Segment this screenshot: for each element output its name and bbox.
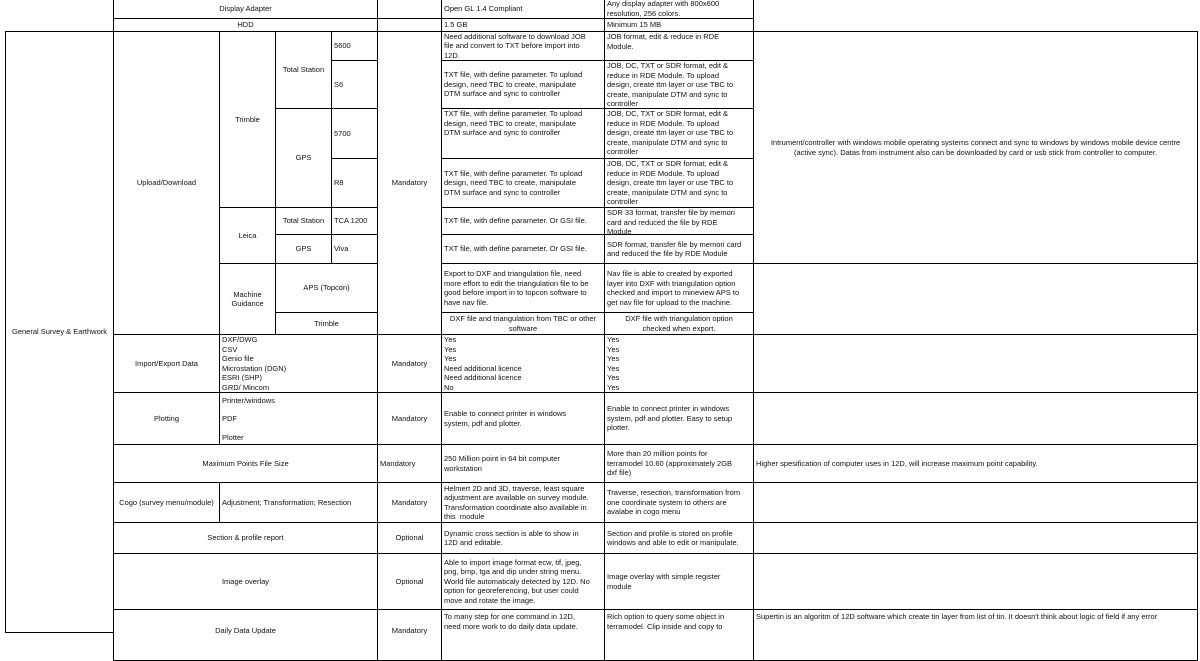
cogo-other [604,482,754,523]
import-export-label-text: Import/Export Data [135,358,198,368]
cogo-other-line: avalabe in cogo menu [607,507,681,517]
upload-note-line: Intrument/controller with windows mobile operating systems connect and sync to windows by windows mobile device centre [770,138,1181,147]
export-dxf-aps-line: good before import in to topcon software to [444,288,587,297]
txt-5700 [441,108,605,159]
display-adapter-other [604,0,754,19]
section-profile-12d-line: Dynamic cross section is able to show in [444,528,579,538]
image-overlay-12d-line: move and rotate the image. [444,595,536,605]
import-export-12d-line: Yes [444,354,457,363]
rde-5700-line: create, manipulate DTM and sync to [607,137,728,147]
import-export-12d-line: No [444,382,454,392]
display-adapter-blank [377,0,442,19]
model-s6 [331,60,378,109]
rde-s6-line: design, create ttm layer or use TBC to [607,80,734,89]
plotting-item: PDF [222,414,237,424]
nav-file-aps-line: layer into DXF with triangulation option [607,278,736,288]
import-export-formats [219,334,378,393]
leica-viva-text: Viva [334,244,349,254]
leica-label-text: Leica [238,230,257,240]
last-label-text: Daily Data Update [215,626,276,635]
hdd-label [113,18,378,32]
trimble-label [219,31,276,208]
rde-s6 [604,60,754,109]
plotting-other-line: system, pdf and plotter. Easy to setup [607,413,733,423]
rde-s6-line: reduce in RDE Module. To upload [607,70,720,80]
dxf-mg-trimble [441,312,605,335]
txt-tca-text: TXT file, with define parameter. Or GSI file. [444,216,587,226]
max-points-other-line: terramodel 10.60 (approximately 2GB [607,458,733,468]
hdd-other-text: Minimum 15 MB [607,20,662,30]
model-r8-text: R8 [334,178,344,188]
rde-s6-line: controller [607,99,638,108]
max-points-other [604,444,754,483]
leica-tca-text: TCA 1200 [334,216,368,226]
import-export-status-text: Mandatory [391,358,428,368]
cogo-status [377,482,442,523]
txt-5700-line: design, need TBC to create, manipulate [444,118,577,128]
export-dxf-aps-line: Export to DXF and triangulation file, need [444,269,582,278]
sdr-viva [604,234,754,264]
import-export-12d-line: Yes [444,335,457,344]
trimble-gps-text: GPS [295,153,312,163]
display-adapter-12d-text: Open GL 1.4 Compliant [444,3,523,13]
mg-trimble-label [275,312,378,335]
rde-5600 [604,31,754,61]
display-adapter-other-line: Any display adapter with 800x600 [607,0,720,8]
cogo-status-text: Mandatory [391,497,428,507]
last-status-text: Mandatory [391,626,428,635]
upload-status [377,31,442,335]
image-overlay-status-text: Optional [395,576,424,586]
import-export-other-line: Yes [607,373,620,382]
txt-r8-line: TXT file, with define parameter. To upload [444,168,583,178]
image-overlay-12d-line: Able to import image format ecw, tif, jpeg, [444,557,582,567]
cogo-label [113,482,220,523]
leica-total-station [275,207,332,235]
hdd-12d-text: 1.5 GB [444,20,468,30]
import-export-other-line: Yes [607,335,620,344]
rde-r8-line: JOB, DC, TXT or SDR format, edit & [607,159,729,168]
txt-r8-line: DTM surface and sync to controller [444,187,561,197]
plotting-other-line: Enable to connect printer in windows [607,404,730,414]
txt-5600 [441,31,605,61]
leica-viva [331,234,378,264]
leica-gps [275,234,332,264]
rde-r8-line: create, manipulate DTM and sync to [607,187,728,197]
txt-viva [441,234,605,264]
section-profile-note [753,522,1198,554]
plotting-other-line: plotter. [607,423,630,433]
last-note-text: Supertin is an algoritm of 12D software which create tin layer from list of tin. It doesn't think about logic of field if any error [756,612,1158,621]
cogo-sub-text: Adjustment; Transformation; Resection [222,497,352,507]
plotting-item: Printer/windows [222,396,275,405]
section-label [5,31,114,633]
display-adapter-label [113,0,378,19]
trimble-total-station-text: Total Station [282,65,325,75]
plotting-other [604,392,754,445]
dxf-mg-other-line: checked when export. [642,323,716,333]
import-export-formats-line: CSV [222,344,238,354]
txt-5700-line: DTM surface and sync to controller [444,128,561,137]
txt-5700-line: TXT file, with define parameter. To upload [444,109,583,118]
sdr-viva-line: and reduced the file by RDE Module [607,249,728,258]
dxf-mg-other [604,312,754,335]
export-dxf-aps-line: more effort to edit the triangulation file to be [444,278,589,288]
model-s6-text: S6 [334,79,344,89]
max-points-note-text: Higher spesification of computer uses in 12D, will increase maximum point capability. [756,458,1038,468]
txt-5600-line: 12D. [444,50,460,60]
section-profile-12d-line: 12D and editable. [444,538,503,547]
import-export-formats-line: DXF/DWG [222,335,258,344]
rde-r8-line: controller [607,197,638,206]
image-overlay-label-text: Image overlay [221,576,270,586]
upload-status-text: Mandatory [391,178,428,188]
export-dxf-aps-line: have nav file. [444,297,489,307]
sdr-tca-line: Module [607,227,632,234]
model-5700-text: 5700 [334,128,351,138]
model-5600-text: 5600 [334,41,351,51]
txt-5600-line: Need additional software to download JOB [444,32,586,41]
txt-s6-line: TXT file, with define parameter. To upload [444,70,583,80]
last-12d-line: To many step for one command in 12D, [444,612,575,621]
aps-topcon-label-text: APS (Topcon) [303,283,350,293]
export-dxf-aps [441,263,605,313]
image-overlay-note [753,553,1198,610]
cogo-other-line: one coordinate system to others are [607,497,727,507]
sdr-tca-line: card and reduced the file by RDE [607,217,718,227]
last-status [377,609,442,661]
machine-guidance-label-line: Machine [233,289,262,299]
last-other-line: Rich option to query some object in [607,612,725,621]
txt-r8-line: design, need TBC to create, manipulate [444,178,577,188]
txt-viva-text: TXT file, with define parameter. Or GSI file. [444,244,587,254]
dxf-mg-trimble-line: DXF file and triangulation from TBC or other [449,314,597,323]
max-points-other-line: dxf file) [607,468,632,478]
import-export-formats-line: Genio file [222,354,254,363]
txt-s6-line: design, need TBC to create, manipulate [444,79,577,89]
hdd-label-text: HDD [237,20,254,30]
trimble-gps [275,108,332,208]
last-note [753,609,1198,661]
import-export-formats-line: GRD/ Mincom [222,382,270,392]
plotting-items [219,392,378,445]
hdd-blank [377,18,442,32]
last-12d-line: need more work to do daily data update. [444,621,578,631]
cogo-other-line: Traverse, resection, transformation from [607,488,741,498]
plotting-note [753,392,1198,445]
section-label-text: General Survey & Earthwork [11,327,108,337]
import-export-label [113,334,220,393]
image-overlay-12d-line: png, bmp, tga and dip under string menu. [444,567,582,577]
image-overlay-other-line: module [607,581,632,591]
import-export-formats-line: Microstation (DGN) [222,363,287,373]
cogo-12d [441,482,605,523]
section-profile-other-line: Section and profile is stored on profile [607,528,733,538]
upload-download-label-text: Upload/Download [136,178,197,188]
hdd-other [604,18,754,32]
model-r8 [331,158,378,208]
last-other-line: terramodel. Clip inside and copy to [607,621,723,631]
txt-tca [441,207,605,235]
upload-download-label [113,31,220,335]
txt-s6-line: DTM surface and sync to controller [444,89,561,99]
image-overlay-other-line: Image overlay with simple register [607,572,721,581]
import-export-other-line: Yes [607,363,620,373]
nav-file-aps-line: get nav file for upload to the machine. [607,297,733,307]
rde-r8 [604,158,754,208]
last-other [604,609,754,661]
sdr-viva-line: SDR format, transfer file by memori card [607,239,742,249]
cogo-12d-line: Transformation coordinate also available in [444,502,587,512]
section-profile-label [113,522,378,554]
plotting-status [377,392,442,445]
txt-5600-line: file and convert to TXT before import into [444,41,580,51]
section-profile-status [377,522,442,554]
leica-label [219,207,276,264]
sdr-tca [604,207,754,235]
hdd-12d [441,18,605,32]
max-points-note [753,444,1198,483]
plotting-status-text: Mandatory [391,413,428,423]
import-export-note [753,334,1198,393]
import-export-status [377,334,442,393]
max-points-status [377,444,442,483]
rde-r8-line: reduce in RDE Module. To upload [607,168,720,178]
nav-file-aps [604,263,754,313]
import-export-formats-line: ESRI (SHP) [222,373,263,382]
plotting-label [113,392,220,445]
upload-note-line: (active sync). Datas from instrument also can be downloaded by card or usb stick from controller to computer. [793,147,1158,157]
upload-note-lower [753,263,1198,335]
rde-5600-line: JOB format, edit & reduce in RDE [607,32,720,41]
max-points-12d [441,444,605,483]
leica-gps-text: GPS [295,244,312,254]
mg-trimble-label-text: Trimble [314,318,339,328]
model-5600 [331,31,378,61]
plotting-label-text: Plotting [153,413,180,423]
import-export-12d-line: Need additional licence [444,363,522,373]
model-5700 [331,108,378,159]
display-adapter-12d [441,0,605,19]
plotting-item: Plotter [222,432,244,442]
section-profile-label-text: Section & profile report [207,533,284,543]
import-export-12d [441,334,605,393]
cogo-12d-line: Helmert 2D and 3D, traverse, least square [444,483,585,493]
section-profile-other-line: windows and able to edit or manipulate. [607,538,739,547]
image-overlay-12d-line: World file automaticaly detected by 12D. No [444,576,590,586]
image-overlay-12d [441,553,605,610]
import-export-other-line: Yes [607,354,620,363]
leica-total-station-text: Total Station [282,216,325,226]
trimble-total-station [275,31,332,109]
rde-5600-line: Module. [607,41,634,51]
txt-s6 [441,60,605,109]
rde-s6-line: JOB, DC, TXT or SDR format, edit & [607,61,729,70]
aps-topcon-label [275,263,378,313]
image-overlay-other [604,553,754,610]
image-overlay-label [113,553,378,610]
rde-s6-line: create, manipulate DTM and sync to [607,89,728,99]
display-adapter-label-text: Display Adapter [219,3,272,13]
rde-5700 [604,108,754,159]
rde-5700-line: controller [607,147,638,156]
cogo-sub [219,482,378,523]
upload-note [753,31,1198,264]
image-overlay-status [377,553,442,610]
import-export-12d-line: Need additional licence [444,373,522,382]
rde-5700-line: design, create ttm layer or use TBC to [607,128,734,137]
leica-tca [331,207,378,235]
txt-r8 [441,158,605,208]
plotting-12d-line: system, pdf and plotter. [444,418,522,428]
max-points-12d-line: 250 Million point in 64 bit computer [444,454,560,463]
machine-guidance-label [219,263,276,335]
trimble-label-text: Trimble [235,114,260,124]
rde-5700-line: JOB, DC, TXT or SDR format, edit & [607,109,729,118]
dxf-mg-trimble-line: software [508,323,538,333]
plotting-12d-line: Enable to connect printer in windows [444,409,567,418]
import-export-12d-line: Yes [444,344,457,354]
machine-guidance-label-line: Guidance [231,299,264,308]
cogo-note [753,482,1198,523]
last-12d [441,609,605,661]
section-profile-status-text: Optional [395,533,424,543]
max-points-12d-line: workstation [444,463,482,473]
plotting-12d [441,392,605,445]
cogo-label-text: Cogo (survey menu/module) [119,497,214,507]
section-profile-other [604,522,754,554]
max-points-status-text: Mandatory [380,458,416,468]
import-export-other-line: Yes [607,382,620,392]
rde-5700-line: reduce in RDE Module. To upload [607,118,720,128]
rde-r8-line: design, create ttm layer or use TBC to [607,178,734,187]
cogo-12d-line: this module [444,512,485,521]
section-profile-12d [441,522,605,554]
last-label [113,609,378,661]
nav-file-aps-line: Nav file is able to created by exported [607,269,733,278]
import-export-other-line: Yes [607,344,620,354]
sdr-tca-line: SDR 33 format, transfer file by memori [607,208,735,217]
max-points-label-text: Maximum Points File Size [202,458,289,468]
image-overlay-12d-line: option for georeferencing, but user could [444,586,579,596]
cogo-12d-line: adjustment are available on survey module. [444,493,589,502]
nav-file-aps-line: checked and import to mineview APS to [607,288,740,297]
display-adapter-other-line: resolution, 256 colors. [607,8,681,18]
import-export-other [604,334,754,393]
dxf-mg-other-line: DXF file with triangulation option [625,314,733,323]
max-points-other-line: More than 20 million points for [607,449,708,459]
max-points-label [113,444,378,483]
